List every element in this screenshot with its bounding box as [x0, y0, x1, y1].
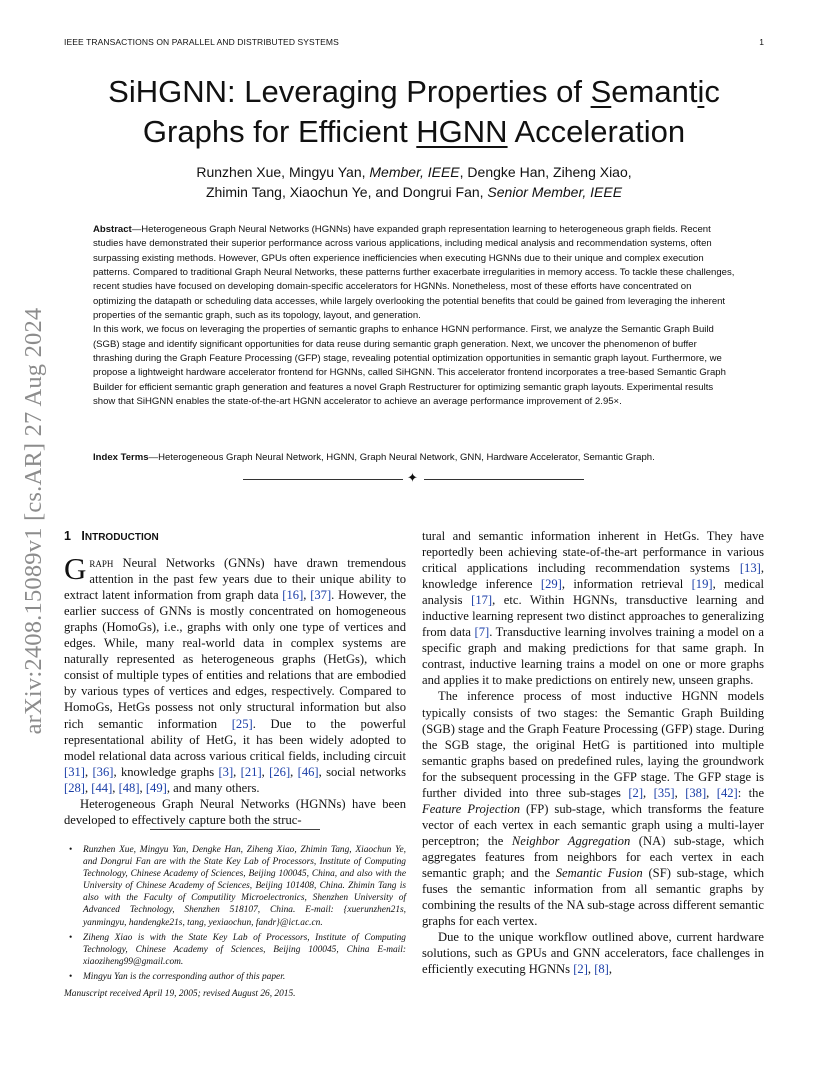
- body-paragraph: Graph Neural Networks (GNNs) have drawn tremendous attention in the past few years due to their unique ability to extract latent information from graph data [16], [37]. However, the earlier success of GNNs is mostly concentrated on homogeneous graphs (HomoGs), i.e., graphs with only one type of vertices and edges. While, many real-world data in complex systems are naturally represented as heterogeneous graphs (HetGs), which consist of multiple types of entities and relations that are embodied by various types of vertices and edges, respectively. Compared to HomoGs, HetGs possess not only structural information but also rich semantic information [25]. Due to the powerful representational ability of HetG, it has been widely adopted to model relational data across various critical fields, including circuit [31], [36], knowledge graphs [3], [21], [26], [46], social networks [28], [44], [48], [49], and many others.: [64, 551, 407, 795]
- separator-ornament-icon: ✦: [407, 470, 418, 485]
- citation-link[interactable]: [2]: [573, 962, 588, 977]
- citation-link[interactable]: [35]: [653, 785, 675, 800]
- body-paragraph: Heterogeneous Graph Neural Networks (HGNNs) have been developed to effectively capture both the struc-: [64, 796, 406, 827]
- title-text: emant: [611, 74, 698, 109]
- footnote-rule: [150, 829, 320, 830]
- title-text: Graphs for Efficient: [142, 114, 417, 149]
- separator-rule: [243, 479, 403, 480]
- right-column: [422, 528, 764, 977]
- section-title: NTRODUCTION: [84, 532, 159, 543]
- title-underlined-word: HGNN: [416, 114, 508, 149]
- body-text: (NA) sub-stage, which aggregates features from neighbors for each vertex in each semantic graph; and the: [422, 833, 764, 880]
- body-text: , medical analysis: [422, 577, 764, 608]
- citation-link[interactable]: [7]: [474, 625, 490, 640]
- left-column: [64, 528, 406, 828]
- citation-link[interactable]: [29]: [540, 577, 562, 592]
- body-text: Neural Networks (GNNs) have drawn tremendous attention in the past few years due to their unique ability to extract latent information from graph data: [64, 556, 406, 603]
- citation-link[interactable]: [3]: [218, 764, 234, 779]
- author-list: [64, 162, 764, 202]
- abstract-paragraph: [93, 223, 736, 323]
- term-emphasis: Semantic Fusion: [555, 865, 643, 880]
- term-emphasis: Neighbor Aggregation: [511, 833, 631, 848]
- abstract-label: Abstract: [93, 224, 132, 235]
- citation-link[interactable]: [49]: [145, 780, 167, 795]
- citation-link[interactable]: [46]: [297, 764, 319, 779]
- citation-link[interactable]: [42]: [716, 785, 738, 800]
- footnotes: [64, 844, 406, 1000]
- body-text: , knowledge inference: [422, 561, 764, 592]
- body-text: The inference process of most inductive HGNN models typically consists of two stages: the Semantic Graph Building (SGB) stage and the Graph Feature Processing (GFP) stage. During the SGB stage, the original HetG is partitioned into multiple semantic graphs based on predefined rules, laying the groundwork for the subsequent processing in the GFP stage. The GFP stage is further divided into three sub-stages: [422, 689, 764, 800]
- body-text: tural and semantic information inherent in HetGs. They have reportedly been achieving state-of-the-art performance in various critical applications including recommendation systems: [422, 529, 764, 576]
- title-text: c: [704, 74, 720, 109]
- body-text: . However, the earlier success of GNNs is mostly concentrated on homogeneous graphs (HomoGs), i.e., graphs with only one type of vertices and edges. While, many real-world data in complex systems are naturally represented as heterogeneous graphs (HetGs), which consist of multiple types of entities and relations that are embodied by various types of vertices and edges, respectively. Compared to HomoGs, HetGs possess not only structural information but also rich semantic information: [64, 588, 406, 731]
- body-text: raph: [89, 556, 114, 571]
- citation-link[interactable]: [8]: [594, 962, 609, 977]
- section-title: I: [81, 529, 85, 543]
- author-names: Zhimin Tang, Xiaochun Ye, and Dongrui Fan,: [205, 184, 488, 200]
- citation-link[interactable]: [25]: [231, 716, 253, 731]
- author-names: Runzhen Xue, Mingyu Yan,: [196, 164, 370, 180]
- title-underlined-letter: i: [697, 74, 705, 109]
- body-text: . Due to the powerful representational ability of HetG, it has been widely adopted to model relational data across various critical fields, including circuit: [64, 716, 406, 763]
- running-head: IEEE TRANSACTIONS ON PARALLEL AND DISTRIBUTED SYSTEMS: [64, 37, 339, 47]
- body-text: : the: [737, 785, 765, 800]
- citation-link[interactable]: [31]: [64, 764, 85, 779]
- citation-link[interactable]: [36]: [92, 764, 114, 779]
- body-paragraph: The inference process of most inductive HGNN models typically consists of two stages: the Semantic Graph Building (SGB) stage and the Graph Feature Processing (GFP) stage. During the SGB stage, the original HetG is partitioned into multiple semantic graphs based on predefined rules, laying the groundwork for the subsequent processing in the GFP stage. The GFP stage is further divided into three sub-stages [2], [35], [38], [42]: the Feature Projection (FP) sub-stage, which transforms the feature vector of each vertex in each semantic graph using a multi-layer perceptron; the Neighbor Aggregation (NA) sub-stage, which aggregates features from neighbors for each vertex in each semantic graph; and the Semantic Fusion (SF) sub-stage, which fuses the semantic information from all semantic graphs by combining the results of the NA sub-stage across different semantic graphs for each vertex.: [422, 689, 765, 929]
- author-membership: Senior Member, IEEE: [487, 184, 623, 200]
- title-text: SiHGNN: Leveraging Properties of: [108, 74, 591, 109]
- body-text: (SF) sub-stage, which fuses the semantic information from all semantic graphs by combining the results of the NA sub-stage across different semantic graphs for each vertex.: [422, 865, 764, 929]
- separator-rule: [424, 479, 584, 480]
- author-membership: Member, IEEE: [369, 164, 460, 180]
- manuscript-note: Manuscript received April 19, 2005; revised August 26, 2015.: [64, 989, 296, 1000]
- citation-link[interactable]: [28]: [64, 780, 85, 795]
- drop-cap: G: [64, 551, 87, 587]
- footnote-item: • Mingyu Yan is the corresponding author of this paper.: [64, 971, 406, 983]
- page-number: 1: [759, 37, 764, 47]
- body-text: (FP) sub-stage, which transforms the feature vector of each vertex in each semantic graph using a multi-layer perceptron; the: [422, 801, 764, 848]
- term-emphasis: Feature Projection: [422, 801, 521, 816]
- body-text: , social networks: [318, 764, 407, 779]
- body-paragraph: Due to the unique workflow outlined above, current hardware solutions, such as GPUs and GNN accelerators, face challenges in efficiently executing HGNNs [2], [8],: [422, 930, 764, 977]
- index-terms: [93, 451, 736, 465]
- index-terms-text: —Heterogeneous Graph Neural Network, HGNN, Graph Neural Network, GNN, Hardware Accelerator, Semantic Graph.: [148, 452, 655, 463]
- body-text: ,: [608, 962, 613, 977]
- author-names: , Dengke Han, Ziheng Xiao,: [459, 164, 632, 180]
- footnote-item: • Runzhen Xue, Mingyu Yan, Dengke Han, Ziheng Xiao, Zhimin Tang, Xiaochun Ye, and Dongrui Fan are with the State Key Lab of Processors, Institute of Computing Technology, Chinese Academy of Sciences, Beijing 100045, China, and also with the University of Chinese Academy of Sciences, Beijing 101408, China. Zhimin Tang is also with the Faculty of Computility Microelectronics, Shenzhen University of Advanced Technology, Shenzhen 518107, China. E-mail: {xuerunzhen21s, yanmingyu, handengke21s, tang, yexiaochun, fandr}@ict.ac.cn.: [64, 844, 406, 929]
- abstract: [93, 223, 736, 409]
- body-text: Due to the unique workflow outlined above, current hardware solutions, such as GPUs and GNN accelerators, face challenges in efficiently executing HGNNs: [422, 930, 764, 977]
- title-underlined-letter: S: [590, 74, 612, 109]
- index-terms-label: Index Terms: [93, 452, 149, 463]
- body-text: , knowledge graphs: [113, 764, 219, 779]
- body-text: , and many others.: [166, 780, 260, 795]
- citation-link[interactable]: [38]: [685, 785, 707, 800]
- citation-link[interactable]: [2]: [628, 785, 644, 800]
- citation-link[interactable]: [44]: [91, 780, 113, 795]
- body-text: . Transductive learning involves training a model on a specific graph and making predictions for that same graph. In contrast, inductive learning trains a model on one or more graphs and applies it to make predictions on entirely new, unseen graphs.: [422, 625, 764, 688]
- body-text: , information retrieval: [561, 577, 692, 592]
- citation-link[interactable]: [17]: [471, 593, 493, 608]
- citation-link[interactable]: [16]: [282, 588, 304, 603]
- paper-title: [64, 72, 764, 152]
- section-number: 1: [64, 529, 71, 543]
- section-heading: [64, 528, 406, 546]
- citation-link[interactable]: [21]: [240, 764, 262, 779]
- body-text: , etc. Within HGNNs, transductive learning and inductive learning represent two distinct approaches to generalizing from data: [422, 593, 764, 640]
- footnote-item: • Ziheng Xiao is with the State Key Lab of Processors, Institute of Computing Technology, Chinese Academy of Sciences, Beijing 100045, China E-mail: xiaoziheng99@gmail.com.: [64, 932, 406, 968]
- citation-link[interactable]: [13]: [739, 561, 761, 576]
- citation-link[interactable]: [26]: [269, 764, 291, 779]
- citation-link[interactable]: [37]: [310, 588, 332, 603]
- body-paragraph: [422, 528, 764, 688]
- abstract-text: —Heterogeneous Graph Neural Networks (HGNNs) have expanded graph representation learning to heterogeneous graph fields. Recent studies have demonstrated their superior performance across various applications, including medical analysis and recommendation systems, often surpassing existing methods. However, GPUs often experience inefficiencies when executing HGNNs due to their unique and complex execution patterns. Compared to traditional Graph Neural Networks, these patterns further exacerbate irregularities in memory access. To tackle these challenges, recent studies have focused on developing domain-specific accelerators for HGNNs. Nonetheless, most of these efforts have concentrated on optimizing the datapath or scheduling data accesses, while largely overlooking the potential benefits that could be gained from leveraging the inherent properties of the semantic graph, such as its topology, layout, and generation.: [93, 224, 735, 322]
- citation-link[interactable]: [48]: [118, 780, 140, 795]
- citation-link[interactable]: [19]: [691, 577, 713, 592]
- body-text: ,: [303, 588, 311, 603]
- arxiv-stamp: arXiv:2408.15089v1 [cs.AR] 27 Aug 2024: [20, 307, 47, 735]
- abstract-paragraph: In this work, we focus on leveraging the properties of semantic graphs to enhance HGNN performance. First, we analyze the Semantic Graph Build (SGB) stage and identify significant opportunities for data reuse during semantic graph generation. Next, we uncover the phenomenon of buffer thrashing during the Graph Feature Processing (GFP) stage, revealing potential optimization opportunities in semantic graph layout. Furthermore, we propose a lightweight hardware accelerator frontend for HGNNs, called SiHGNN. This accelerator frontend incorporates a tree-based Semantic Graph Builder for efficient semantic graph generation and features a novel Graph Restructurer for optimizing semantic graph layouts. Experimental results show that SiHGNN enables the state-of-the-art HGNN accelerator to achieve an average performance improvement of 2.95×.: [93, 324, 726, 408]
- title-text: Acceleration: [507, 114, 686, 149]
